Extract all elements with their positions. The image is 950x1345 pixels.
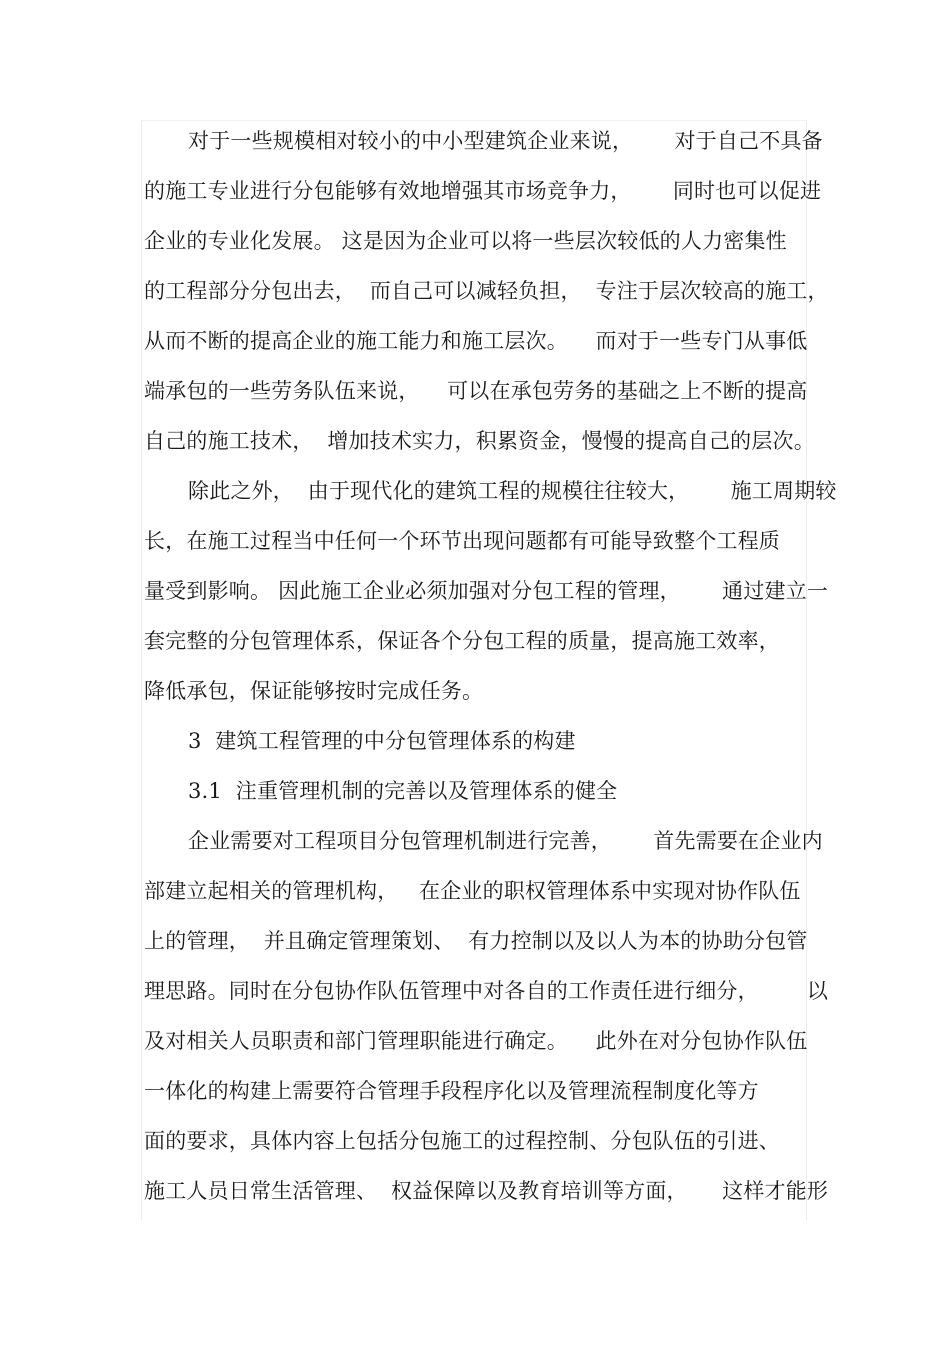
paragraph-3-line-1: 企业需要对工程项目分包管理机制进行完善， 首先需要在企业内 xyxy=(188,829,823,853)
paragraph-3-line-7: 面的要求，具体内容上包括分包施工的过程控制、分包队伍的引进、 xyxy=(144,1129,780,1153)
paragraph-1-line-3: 企业的专业化发展。 这是因为企业可以将一些层次较低的人力密集性 xyxy=(144,229,787,253)
paragraph-2-line-2: 长，在施工过程当中任何一个环节出现问题都有可能导致整个工程质 xyxy=(144,529,780,553)
paragraph-2-line-5: 降低承包，保证能够按时完成任务。 xyxy=(144,679,484,703)
paragraph-2-line-3: 量受到影响。 因此施工企业必须加强对分包工程的管理， 通过建立一 xyxy=(144,579,829,603)
paragraph-1-line-1: 对于一些规模相对较小的中小型建筑企业来说， 对于自己不具备 xyxy=(188,129,823,153)
paragraph-3-line-2: 部建立起相关的管理机构， 在企业的职权管理体系中实现对协作队伍 xyxy=(144,879,801,903)
paragraph-3-line-5: 及对相关人员职责和部门管理职能进行确定。 此外在对分包协作队伍 xyxy=(144,1029,808,1053)
paragraph-3-line-4: 理思路。同时在分包协作队伍管理中对各自的工作责任进行细分， 以 xyxy=(144,979,829,1003)
paragraph-3-line-3: 上的管理， 并且确定管理策划、 有力控制以及以人为本的协助分包管 xyxy=(144,929,808,953)
paragraph-3-line-6: 一体化的构建上需要符合管理手段程序化以及管理流程制度化等方 xyxy=(144,1079,759,1103)
paragraph-1-line-4: 的工程部分分包出去， 而自己可以减轻负担， 专注于层次较高的施工， xyxy=(144,279,829,303)
section-heading: 3 建筑工程管理的中分包管理体系的构建 xyxy=(188,729,576,753)
paragraph-3-line-8: 施工人员日常生活管理、 权益保障以及教育培训等方面， 这样才能形 xyxy=(144,1179,829,1203)
paragraph-2-line-4: 套完整的分包管理体系，保证各个分包工程的质量，提高施工效率， xyxy=(144,629,780,653)
paragraph-1-line-6: 端承包的一些劳务队伍来说， 可以在承包劳务的基础之上不断的提高 xyxy=(144,379,808,403)
paragraph-1-line-2: 的施工专业进行分包能够有效地增强其市场竞争力， 同时也可以促进 xyxy=(144,179,822,203)
paragraph-1-line-7: 自己的施工技术， 增加技术实力，积累资金，慢慢的提高自己的层次。 xyxy=(144,429,815,453)
paragraph-1-line-5: 从而不断的提高企业的施工能力和施工层次。 而对于一些专门从事低 xyxy=(144,329,808,353)
paragraph-2-line-1: 除此之外， 由于现代化的建筑工程的规模往往较大， 施工周期较 xyxy=(188,479,837,503)
subsection-heading: 3.1 注重管理机制的完善以及管理体系的健全 xyxy=(188,779,618,803)
